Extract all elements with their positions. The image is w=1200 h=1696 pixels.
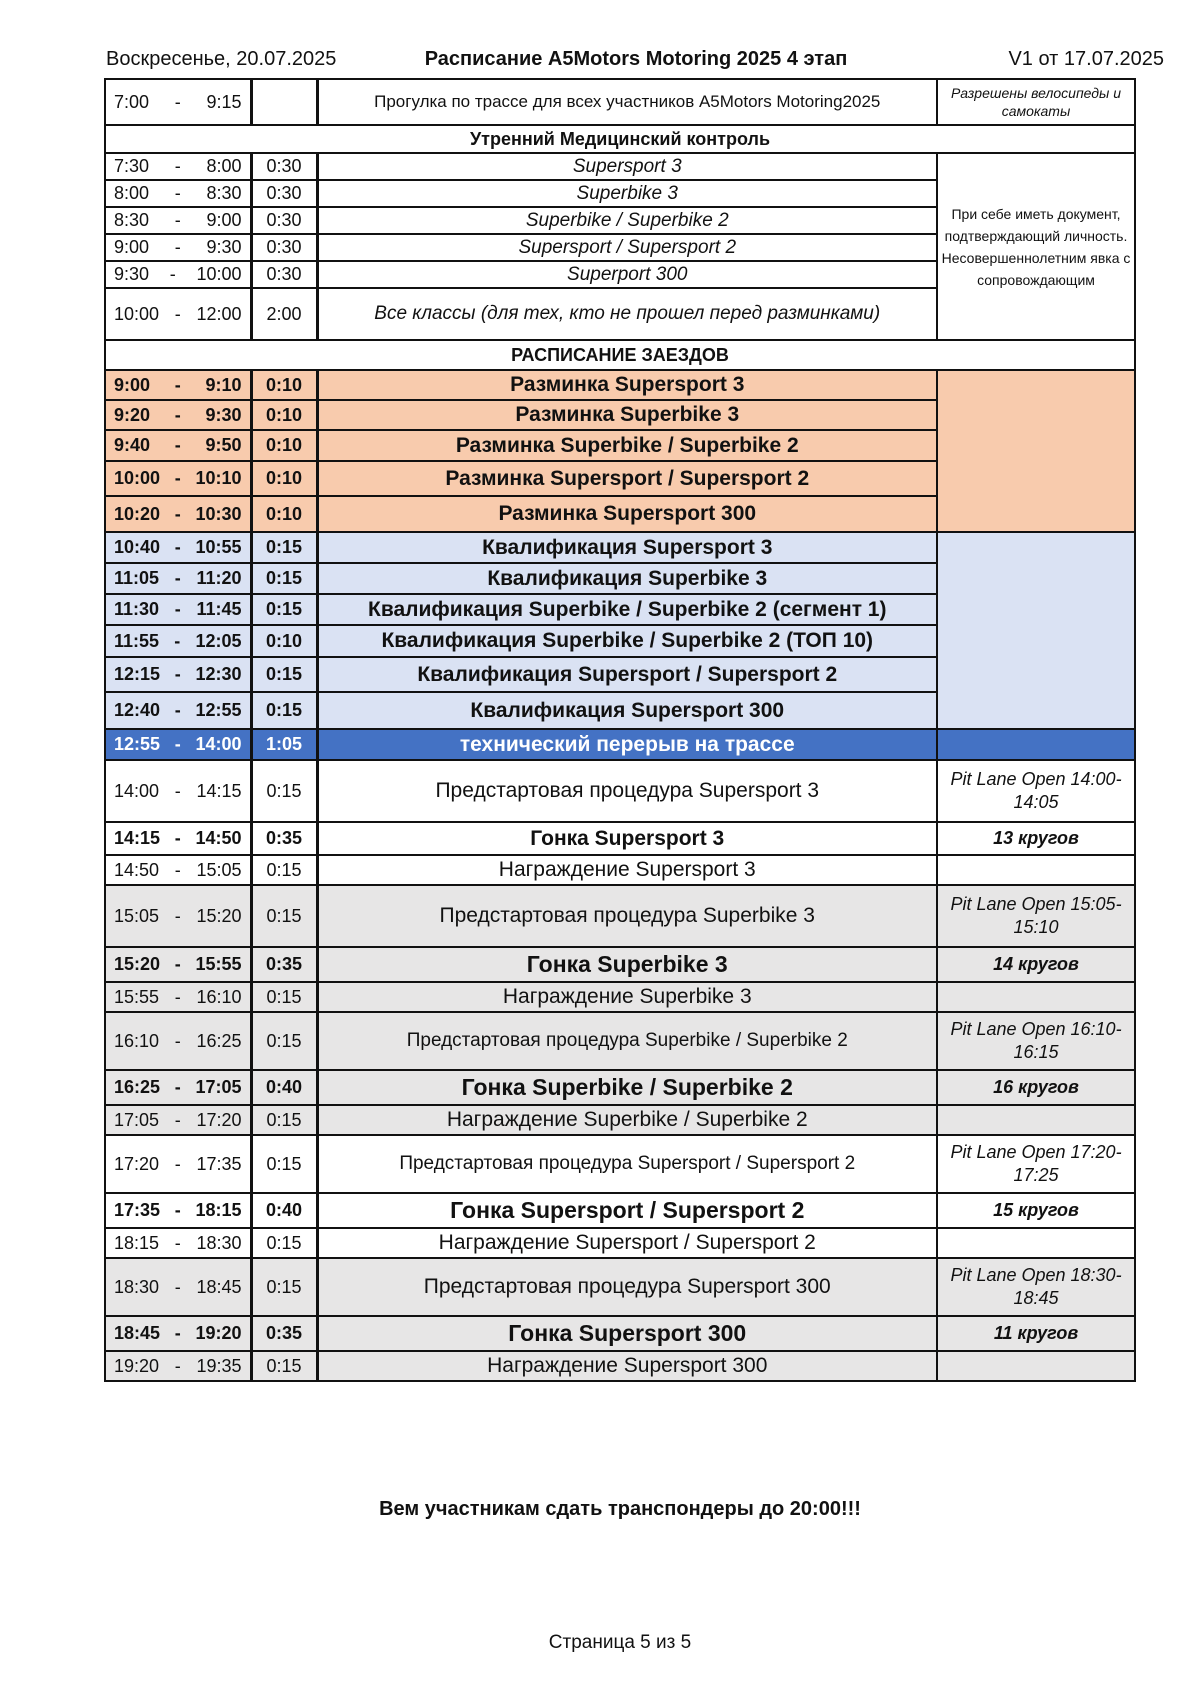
event-cell: Предстартовая процедура Supersport / Supersport 2 <box>317 1135 937 1193</box>
event-cell: Квалификация Superbike 3 <box>317 563 937 594</box>
table-row: 14:15 - 14:50 0:35 Гонка Supersport 3 13 кругов <box>105 822 1135 855</box>
note-cell: Pit Lane Open 17:20-17:25 <box>937 1135 1135 1193</box>
table-row: 9:20 - 9:30 0:10 Разминка Superbike 3 <box>105 400 1135 430</box>
event-cell: Награждение Supersport / Supersport 2 <box>317 1228 937 1258</box>
event-cell: Гонка Supersport 300 <box>317 1316 937 1351</box>
table-row: 9:00 - 9:10 0:10 Разминка Supersport 3 <box>105 370 1135 400</box>
table-row: 18:15 - 18:30 0:15 Награждение Supersport / Supersport 2 <box>105 1228 1135 1258</box>
section-races: РАСПИСАНИЕ ЗАЕЗДОВ <box>105 340 1135 370</box>
event-cell: Квалификация Supersport 3 <box>317 532 937 563</box>
table-row: 16:25 - 17:05 0:40 Гонка Superbike / Superbike 2 16 кругов <box>105 1070 1135 1105</box>
table-row: 17:05 - 17:20 0:15 Награждение Superbike / Superbike 2 <box>105 1105 1135 1135</box>
event-cell: Supersport / Supersport 2 <box>317 234 937 261</box>
event-cell: Награждение Supersport 300 <box>317 1351 937 1381</box>
event-cell: Superport 300 <box>317 261 937 288</box>
header-version: V1 от 17.07.2025 <box>1008 48 1164 70</box>
note-cell <box>937 532 1135 729</box>
note-cell: Разрешены велосипеды и самокаты <box>937 79 1135 125</box>
table-row: 7:30 - 8:00 0:30 Supersport 3 При себе иметь документ, подтверждающий личность. Несовершеннолетним явка с сопровождающим <box>105 153 1135 180</box>
event-cell: Разминка Superbike / Superbike 2 <box>317 430 937 461</box>
note-cell: 13 кругов <box>937 822 1135 855</box>
table-row: 11:30 - 11:45 0:15 Квалификация Superbike / Superbike 2 (сегмент 1) <box>105 594 1135 625</box>
table-row: 11:05 - 11:20 0:15 Квалификация Superbike 3 <box>105 563 1135 594</box>
event-cell: Награждение Supersport 3 <box>317 855 937 885</box>
event-cell: технический перерыв на трассе <box>317 729 937 760</box>
table-row: 15:20 - 15:55 0:35 Гонка Superbike 3 14 кругов <box>105 947 1135 982</box>
table-row: 9:00 - 9:30 0:30 Supersport / Supersport 2 <box>105 234 1135 261</box>
event-cell: Гонка Supersport 3 <box>317 822 937 855</box>
table-row: 10:20 - 10:30 0:10 Разминка Supersport 300 <box>105 496 1135 532</box>
event-cell: Награждение Superbike 3 <box>317 982 937 1012</box>
event-cell: Разминка Superbike 3 <box>317 400 937 430</box>
event-cell: Прогулка по трассе для всех участников A5Motors Motoring2025 <box>317 79 937 125</box>
note-cell: Pit Lane Open 16:10-16:15 <box>937 1012 1135 1070</box>
event-cell: Квалификация Superbike / Superbike 2 (сегмент 1) <box>317 594 937 625</box>
table-row <box>105 79 1135 125</box>
event-cell: Награждение Superbike / Superbike 2 <box>317 1105 937 1135</box>
table-row: 10:00 - 12:00 2:00 Все классы (для тех, кто не прошел перед разминками) <box>105 288 1135 340</box>
event-cell: Разминка Supersport 3 <box>317 370 937 400</box>
table-row: 19:20 - 19:35 0:15 Награждение Supersport 300 <box>105 1351 1135 1381</box>
section-medical: Утренний Медицинский контроль <box>105 125 1135 153</box>
event-cell: Гонка Superbike / Superbike 2 <box>317 1070 937 1105</box>
table-row: 15:05 - 15:20 0:15 Предстартовая процедура Superbike 3 Pit Lane Open 15:05-15:10 <box>105 885 1135 947</box>
table-row: 14:00 - 14:15 0:15 Предстартовая процедура Supersport 3 Pit Lane Open 14:00-14:05 <box>105 760 1135 822</box>
medical-note: При себе иметь документ, подтверждающий личность. Несовершеннолетним явка с сопровождающим <box>937 153 1135 340</box>
table-row: 12:40 - 12:55 0:15 Квалификация Supersport 300 <box>105 692 1135 729</box>
duration-cell <box>251 79 317 125</box>
table-row: 18:30 - 18:45 0:15 Предстартовая процедура Supersport 300 Pit Lane Open 18:30-18:45 <box>105 1258 1135 1316</box>
event-cell: Гонка Supersport / Supersport 2 <box>317 1193 937 1228</box>
table-row: 10:40 - 10:55 0:15 Квалификация Supersport 3 <box>105 532 1135 563</box>
table-row: 9:30 - 10:00 0:30 Superport 300 <box>105 261 1135 288</box>
event-cell: Квалификация Superbike / Superbike 2 (ТОП 10) <box>317 625 937 657</box>
note-cell: 11 кругов <box>937 1316 1135 1351</box>
event-cell: Квалификация Supersport / Supersport 2 <box>317 657 937 692</box>
table-row: 10:00 - 10:10 0:10 Разминка Supersport / Supersport 2 <box>105 461 1135 496</box>
table-row: 9:40 - 9:50 0:10 Разминка Superbike / Superbike 2 <box>105 430 1135 461</box>
event-cell: Предстартовая процедура Superbike / Superbike 2 <box>317 1012 937 1070</box>
table-row: 17:20 - 17:35 0:15 Предстартовая процедура Supersport / Supersport 2 Pit Lane Open 17:20-17:25 <box>105 1135 1135 1193</box>
table-row: 15:55 - 16:10 0:15 Награждение Superbike 3 <box>105 982 1135 1012</box>
note-cell: Pit Lane Open 18:30-18:45 <box>937 1258 1135 1316</box>
event-cell: Гонка Superbike 3 <box>317 947 937 982</box>
table-row: 16:10 - 16:25 0:15 Предстартовая процедура Superbike / Superbike 2 Pit Lane Open 16:10-16:15 <box>105 1012 1135 1070</box>
event-cell: Предстартовая процедура Superbike 3 <box>317 885 937 947</box>
event-cell: Предстартовая процедура Supersport 300 <box>317 1258 937 1316</box>
event-cell: Superbike / Superbike 2 <box>317 207 937 234</box>
schedule-table <box>104 78 1136 1382</box>
note-cell: 16 кругов <box>937 1070 1135 1105</box>
event-cell: Все классы (для тех, кто не прошел перед разминками) <box>317 288 937 340</box>
header-title: Расписание A5Motors Motoring 2025 4 этап <box>424 48 848 70</box>
header-date: Воскресенье, 20.07.2025 <box>106 48 337 70</box>
table-row: 17:35 - 18:15 0:40 Гонка Supersport / Supersport 2 15 кругов <box>105 1193 1135 1228</box>
event-cell: Разминка Supersport / Supersport 2 <box>317 461 937 496</box>
table-row: 8:30 - 9:00 0:30 Superbike / Superbike 2 <box>105 207 1135 234</box>
note-cell <box>937 370 1135 532</box>
event-cell: Разминка Supersport 300 <box>317 496 937 532</box>
note-cell: 15 кругов <box>937 1193 1135 1228</box>
page-number: Страница 5 из 5 <box>548 1632 692 1653</box>
event-cell: Предстартовая процедура Supersport 3 <box>317 760 937 822</box>
table-row: 12:15 - 12:30 0:15 Квалификация Supersport / Supersport 2 <box>105 657 1135 692</box>
break-row: 12:55 - 14:00 1:05 технический перерыв на трассе <box>105 729 1135 760</box>
note-cell: Pit Lane Open 14:00-14:05 <box>937 760 1135 822</box>
event-cell: Квалификация Supersport 300 <box>317 692 937 729</box>
event-cell: Superbike 3 <box>317 180 937 207</box>
note-cell: 14 кругов <box>937 947 1135 982</box>
transponder-note: Вем участникам сдать транспондеры до 20:00!!! <box>379 1498 861 1520</box>
section-row <box>105 340 1135 370</box>
time-cell: 7:00 - 9:15 <box>105 79 251 125</box>
section-row <box>105 125 1135 153</box>
event-cell: Supersport 3 <box>317 153 937 180</box>
table-row: 14:50 - 15:05 0:15 Награждение Supersport 3 <box>105 855 1135 885</box>
table-row: 18:45 - 19:20 0:35 Гонка Supersport 300 11 кругов <box>105 1316 1135 1351</box>
table-row: 8:00 - 8:30 0:30 Superbike 3 <box>105 180 1135 207</box>
note-cell: Pit Lane Open 15:05-15:10 <box>937 885 1135 947</box>
table-row: 11:55 - 12:05 0:10 Квалификация Superbike / Superbike 2 (ТОП 10) <box>105 625 1135 657</box>
page-header <box>106 48 1164 76</box>
